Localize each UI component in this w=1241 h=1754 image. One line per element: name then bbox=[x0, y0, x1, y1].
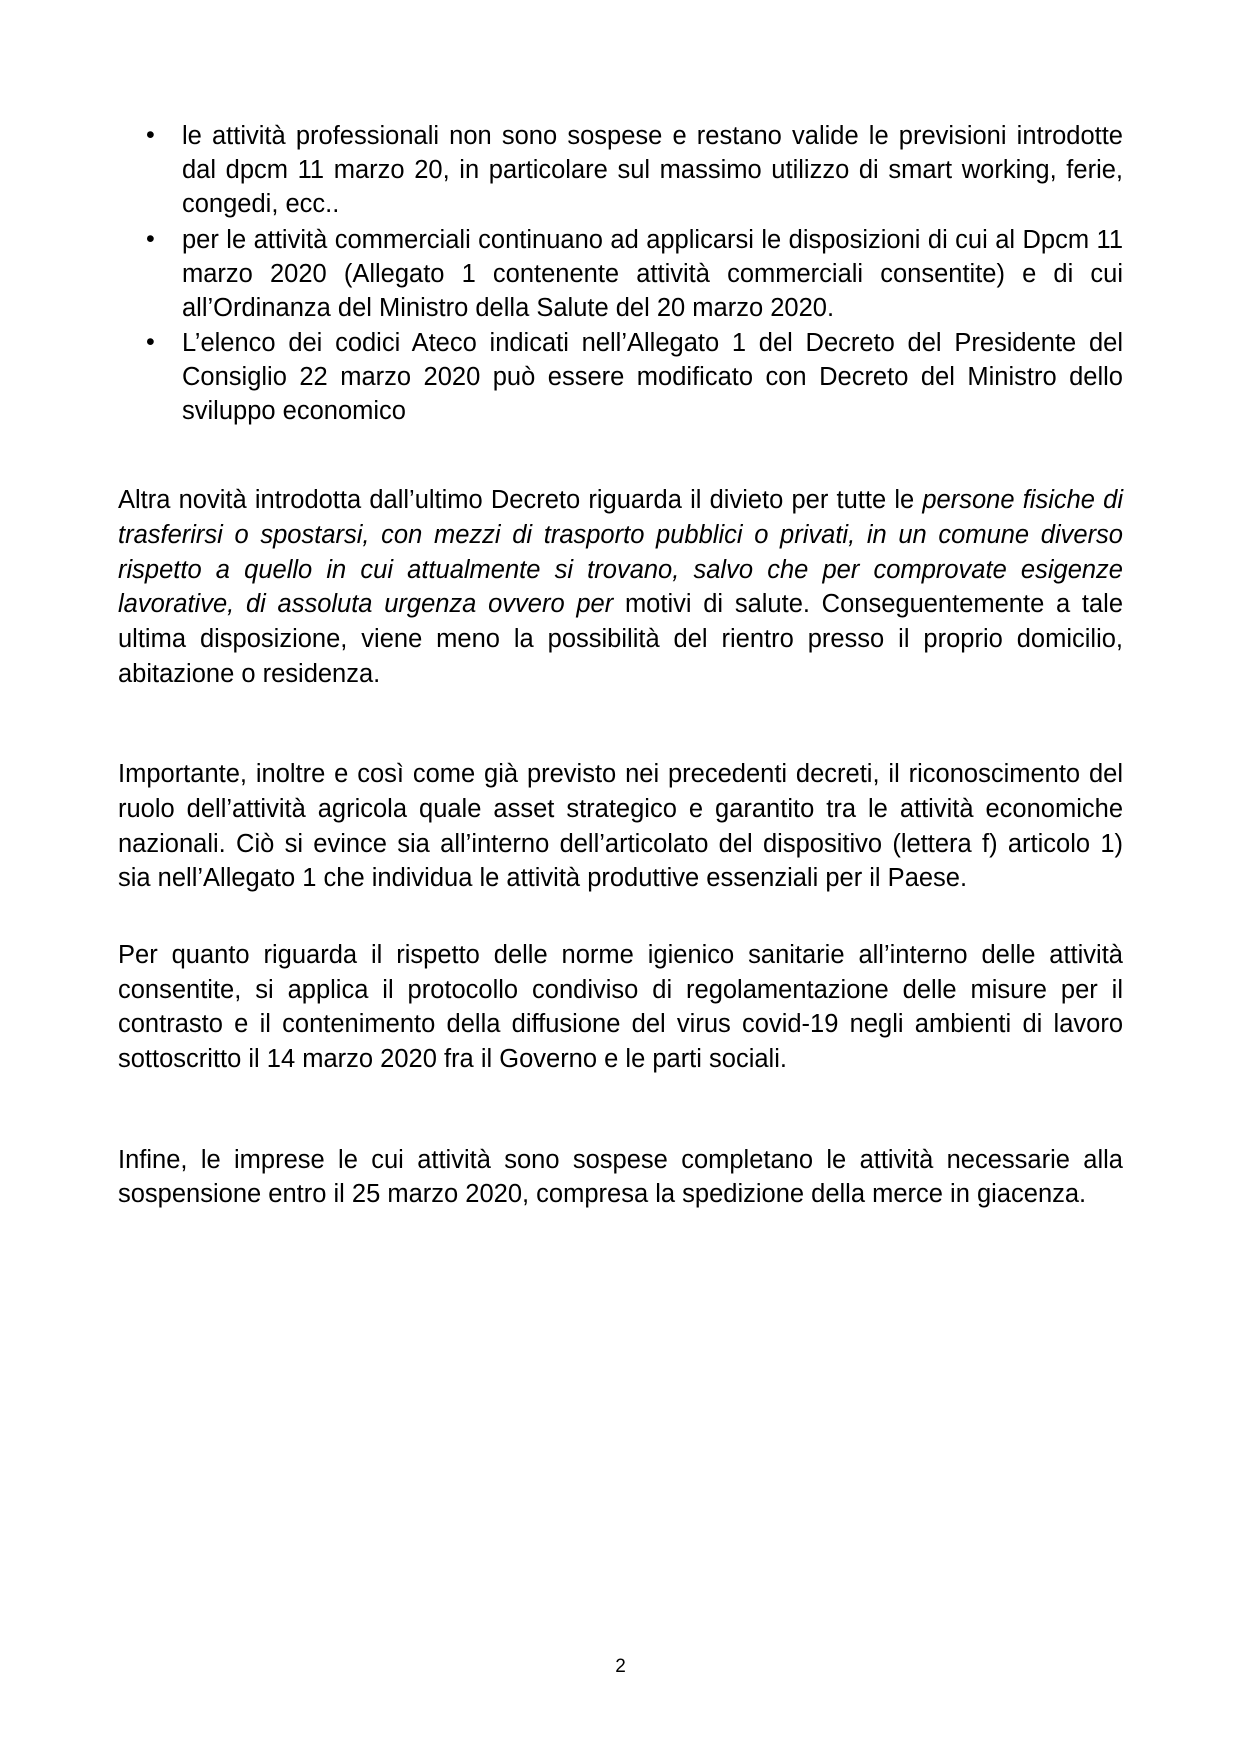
bullet-text: le attività professionali non sono sospese e restano valide le previsioni introdotte dal dpcm 11 marzo 20, in particolare sul massimo utilizzo di smart working, ferie, congedi, ecc.. bbox=[182, 122, 1123, 218]
paragraph-sospensione-imprese: Infine, le imprese le cui attività sono sospese completano le attività necessarie alla sospensione entro il 25 marzo 2020, compresa la spedizione della merce in giacenza. bbox=[118, 1145, 1123, 1209]
page-content bbox=[118, 120, 1123, 1212]
paragraph-divieto-spostamenti bbox=[118, 483, 1123, 691]
bullet-text: per le attività commerciali continuano ad applicarsi le disposizioni di cui al Dpcm 11 marzo 2020 (Allegato 1 contenente attività commerciali consentite) e di cui all’Ordinanza del Ministro della Salute del 20 marzo 2020. bbox=[182, 225, 1123, 322]
spacer bbox=[118, 896, 1123, 938]
paragraph-text-tail: motivi di salute. Conseguentemente a tale ultima disposizione, viene meno la possibilità del rientro presso il proprio domicilio, abitazione o residenza. bbox=[118, 590, 1124, 688]
paragraph-text-lead: Altra novità introdotta dall’ultimo Decreto riguarda il divieto per tutte le bbox=[118, 486, 923, 515]
spacer bbox=[118, 691, 1123, 757]
spacer bbox=[118, 431, 1123, 483]
paragraph-norme-igienico-sanitarie: Per quanto riguarda il rispetto delle norme igienico sanitarie all’interno delle attività consentite, si applica il protocollo condiviso di regolamentazione delle misure per il contrasto e il contenimento della diffusione del virus covid-19 negli ambienti di lavoro sottoscritto il 14 marzo 2020 fra il Governo e le parti sociali. bbox=[118, 940, 1123, 1073]
spacer bbox=[118, 1077, 1123, 1143]
list-item bbox=[118, 327, 1123, 429]
list-item bbox=[118, 120, 1123, 222]
page-number: 2 bbox=[615, 1656, 626, 1677]
list-item bbox=[118, 224, 1123, 326]
bullet-text: L’elenco dei codici Ateco indicati nell’Allegato 1 del Decreto del Presidente del Consiglio 22 marzo 2020 può essere modificato con Decreto del Ministro dello sviluppo economico bbox=[182, 329, 1123, 426]
paragraph-text-italic: persone fisiche di trasferirsi o spostarsi, con mezzi di trasporto pubblici o privati, in un comune diverso rispetto a quello in cui attualmente si trovano, salvo che per comprovate esigenze lavorative, di assoluta urgenza ovvero per bbox=[118, 486, 1123, 619]
bullet-list bbox=[118, 120, 1123, 429]
paragraph-attivita-agricola: Importante, inoltre e così come già previsto nei precedenti decreti, il riconoscimento del ruolo dell’attività agricola quale asset strategico e garantito tra le attività economiche nazionali. Ciò si evince sia all’interno dell’articolato del dispositivo (lettera f) articolo 1) sia nell’Allegato 1 che individua le attività produttive essenziali per il Paese. bbox=[118, 760, 1123, 893]
